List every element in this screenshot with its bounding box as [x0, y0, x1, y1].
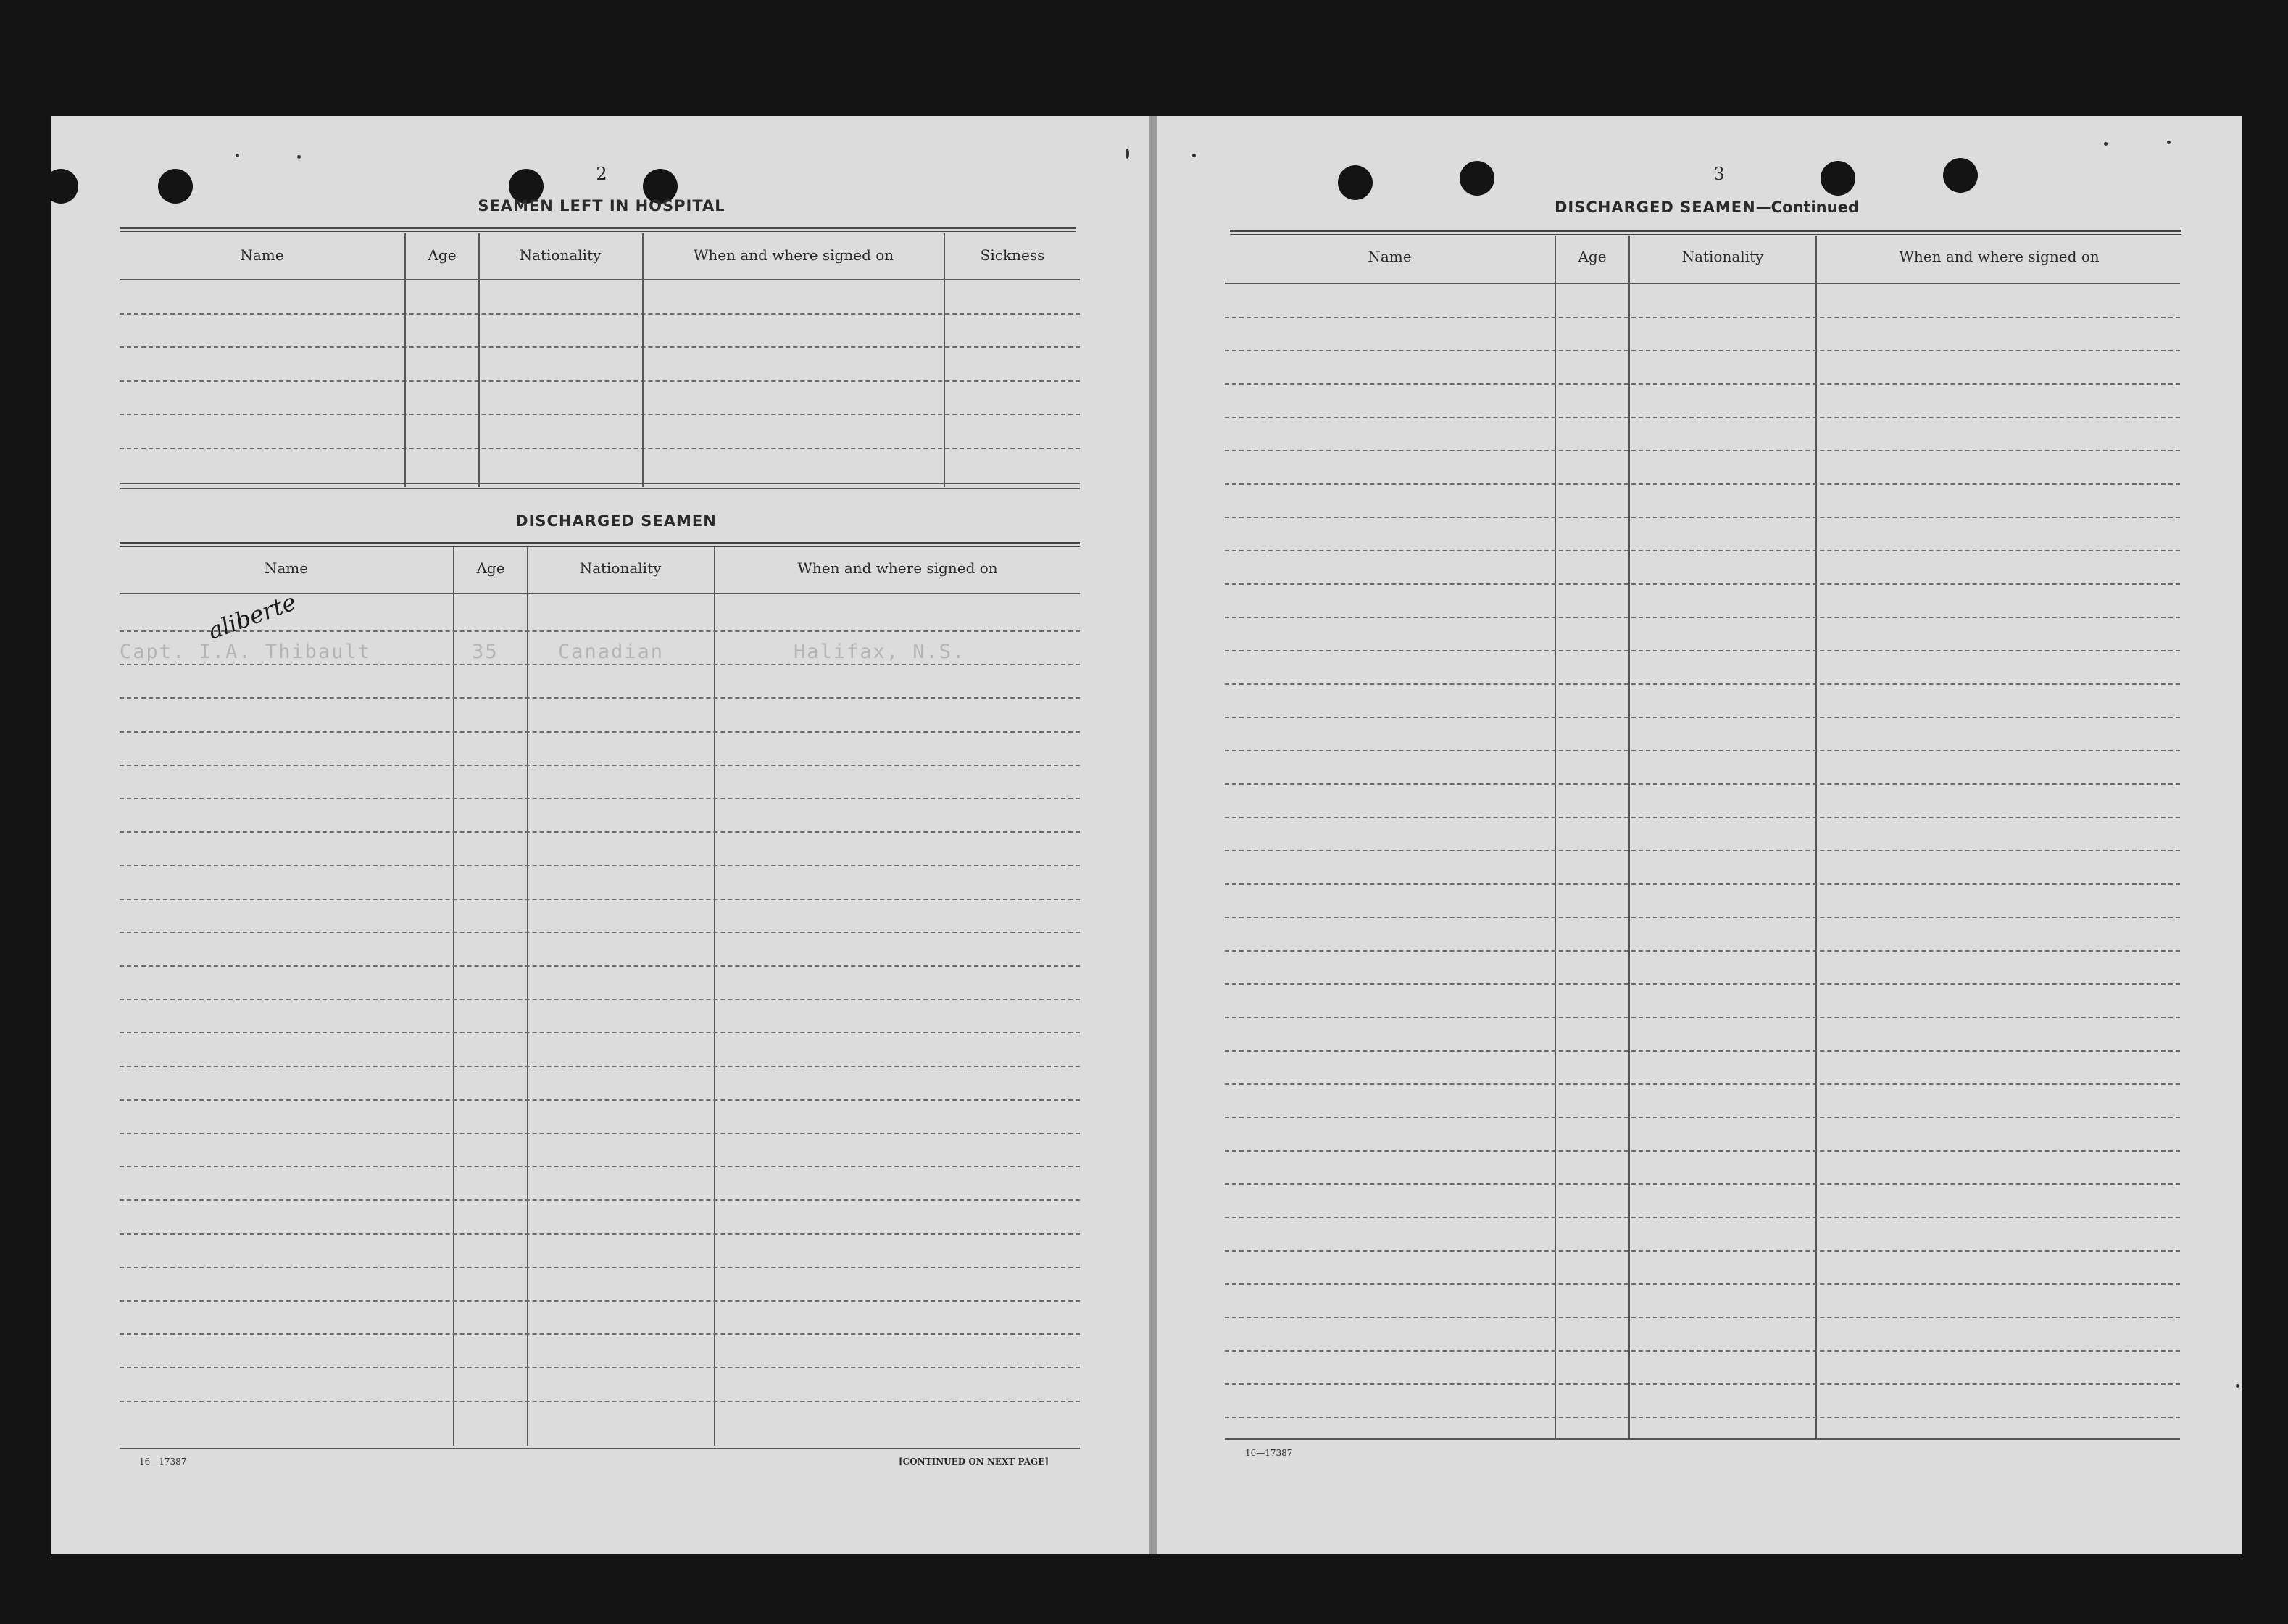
column-header-signed-on: When and where signed on — [1899, 248, 2100, 265]
table-row-line — [1225, 483, 2180, 485]
column-divider — [404, 233, 406, 487]
column-header-nationality: Nationality — [519, 246, 602, 264]
table-row-line — [1225, 783, 2180, 785]
table-row-line — [1225, 350, 2180, 351]
speck — [236, 154, 239, 157]
table-row-line — [1225, 417, 2180, 418]
table-row-line — [1225, 1417, 2180, 1418]
table-row-line — [1225, 750, 2180, 751]
table-row-line — [120, 1300, 1080, 1302]
column-header-sickness: Sickness — [980, 246, 1045, 264]
column-header-name: Name — [264, 559, 309, 577]
section-title-text: DISCHARGED SEAMEN — [1555, 199, 1756, 216]
table-row-line — [1225, 1217, 2180, 1218]
hospital-section-title: SEAMEN LEFT IN HOSPITAL — [478, 197, 725, 215]
table-row-line — [1225, 1117, 2180, 1118]
table-row-line — [120, 899, 1080, 900]
table-row-line — [120, 664, 1080, 665]
table-bottom-line — [120, 483, 1080, 484]
table-row-line — [1225, 617, 2180, 618]
left-page — [51, 116, 1152, 1554]
discharged-continued-title — [1555, 199, 1859, 216]
table-row-line — [120, 1166, 1080, 1167]
table-row-line — [1225, 817, 2180, 818]
page-gutter — [1149, 116, 1157, 1554]
table-row-line — [1225, 1383, 2180, 1385]
table-row-line — [120, 380, 1080, 382]
table-row-line — [1225, 1017, 2180, 1018]
table-row-line — [1225, 1250, 2180, 1252]
table-row-line — [1225, 1183, 2180, 1185]
seaman-signed-on: Halifax, N.S. — [794, 641, 966, 663]
punch-hole — [1943, 158, 1978, 193]
column-divider — [714, 547, 715, 1446]
table-header-line — [1225, 283, 2180, 284]
section-title-suffix: —Continued — [1755, 199, 1859, 216]
column-divider — [944, 233, 945, 487]
table-row-line — [1225, 917, 2180, 918]
table-row-line — [1225, 583, 2180, 585]
punch-hole — [1338, 165, 1373, 200]
table-row-line — [120, 765, 1080, 766]
continued-note: [CONTINUED ON NEXT PAGE] — [899, 1457, 1049, 1467]
table-row-line — [1225, 1350, 2180, 1352]
speck — [297, 155, 301, 159]
table-row-line — [1225, 1050, 2180, 1052]
discharged-section-title: DISCHARGED SEAMEN — [515, 512, 717, 530]
table-row-line — [1225, 1317, 2180, 1318]
table-row-line — [120, 1099, 1080, 1101]
table-row-line — [1225, 1283, 2180, 1285]
column-divider — [1628, 236, 1630, 1438]
table-row-line — [120, 1401, 1080, 1402]
table-row-line — [120, 731, 1080, 733]
table-row-line — [1225, 317, 2180, 318]
column-divider — [527, 547, 528, 1446]
table-bottom-line — [1225, 1438, 2180, 1440]
speck — [2236, 1384, 2239, 1388]
seaman-age: 35 — [472, 641, 499, 663]
column-header-signed-on: When and where signed on — [693, 246, 894, 264]
table-row-line — [1225, 517, 2180, 518]
table-row-line — [1225, 383, 2180, 385]
table-row-line — [120, 1032, 1080, 1033]
column-header-nationality: Nationality — [579, 559, 662, 577]
table-header-line — [120, 279, 1080, 280]
speck — [2104, 142, 2108, 146]
table-row-line — [120, 1133, 1080, 1134]
speck — [1126, 149, 1129, 159]
column-divider — [1815, 236, 1817, 1438]
punch-hole — [158, 169, 193, 204]
table-row-line — [120, 630, 1080, 632]
column-header-age: Age — [476, 559, 505, 577]
table-row-line — [120, 313, 1080, 315]
table-row-line — [1225, 850, 2180, 851]
column-divider — [1555, 236, 1556, 1438]
column-header-signed-on: When and where signed on — [797, 559, 998, 577]
table-row-line — [120, 346, 1080, 348]
handwritten-correction: aliberte — [204, 588, 300, 645]
table-row-line — [1225, 1150, 2180, 1152]
speck — [2167, 141, 2171, 144]
form-number: 16—17387 — [139, 1457, 187, 1467]
table-row-line — [120, 414, 1080, 415]
table-row-line — [1225, 883, 2180, 885]
header-rule — [120, 227, 1076, 232]
table-row-line — [120, 1066, 1080, 1067]
column-divider — [478, 233, 480, 487]
column-divider — [642, 233, 644, 487]
punch-hole — [1821, 161, 1855, 196]
table-row-line — [1225, 683, 2180, 685]
table-row-line — [1225, 450, 2180, 451]
table-row-line — [1225, 550, 2180, 551]
table-row-line — [120, 1267, 1080, 1268]
table-row-line — [120, 448, 1080, 449]
table-row-line — [120, 831, 1080, 833]
table-row-line — [1225, 983, 2180, 985]
table-row-line — [120, 1233, 1080, 1235]
punch-hole — [1460, 161, 1494, 196]
table-bottom-line — [120, 1448, 1080, 1449]
header-rule — [120, 542, 1080, 547]
table-row-line — [1225, 1083, 2180, 1085]
table-row-line — [1225, 650, 2180, 651]
right-page — [1155, 116, 2242, 1554]
speck — [1192, 154, 1196, 157]
table-row-line — [120, 932, 1080, 933]
form-number: 16—17387 — [1245, 1448, 1293, 1458]
column-header-nationality: Nationality — [1681, 248, 1764, 265]
table-row-line — [120, 999, 1080, 1000]
table-header-line — [120, 593, 1080, 594]
column-header-name: Name — [240, 246, 284, 264]
seaman-name: Capt. I.A. Thibault — [120, 641, 371, 663]
column-header-name: Name — [1368, 248, 1412, 265]
page-number: 3 — [1713, 164, 1725, 184]
table-row-line — [120, 798, 1080, 799]
page-number: 2 — [596, 164, 607, 184]
table-row-line — [120, 1367, 1080, 1368]
table-row-line — [120, 1199, 1080, 1201]
header-rule — [1230, 230, 2181, 235]
table-row-line — [120, 1333, 1080, 1335]
punch-hole — [43, 169, 78, 204]
column-header-age: Age — [428, 246, 457, 264]
table-row-line — [1225, 717, 2180, 718]
table-row-line — [120, 965, 1080, 967]
column-divider — [453, 547, 454, 1446]
seaman-nationality: Canadian — [558, 641, 665, 663]
column-header-age: Age — [1578, 248, 1607, 265]
table-bottom-line — [120, 488, 1080, 489]
table-row-line — [1225, 950, 2180, 952]
table-row-line — [120, 697, 1080, 699]
table-row-line — [120, 865, 1080, 866]
